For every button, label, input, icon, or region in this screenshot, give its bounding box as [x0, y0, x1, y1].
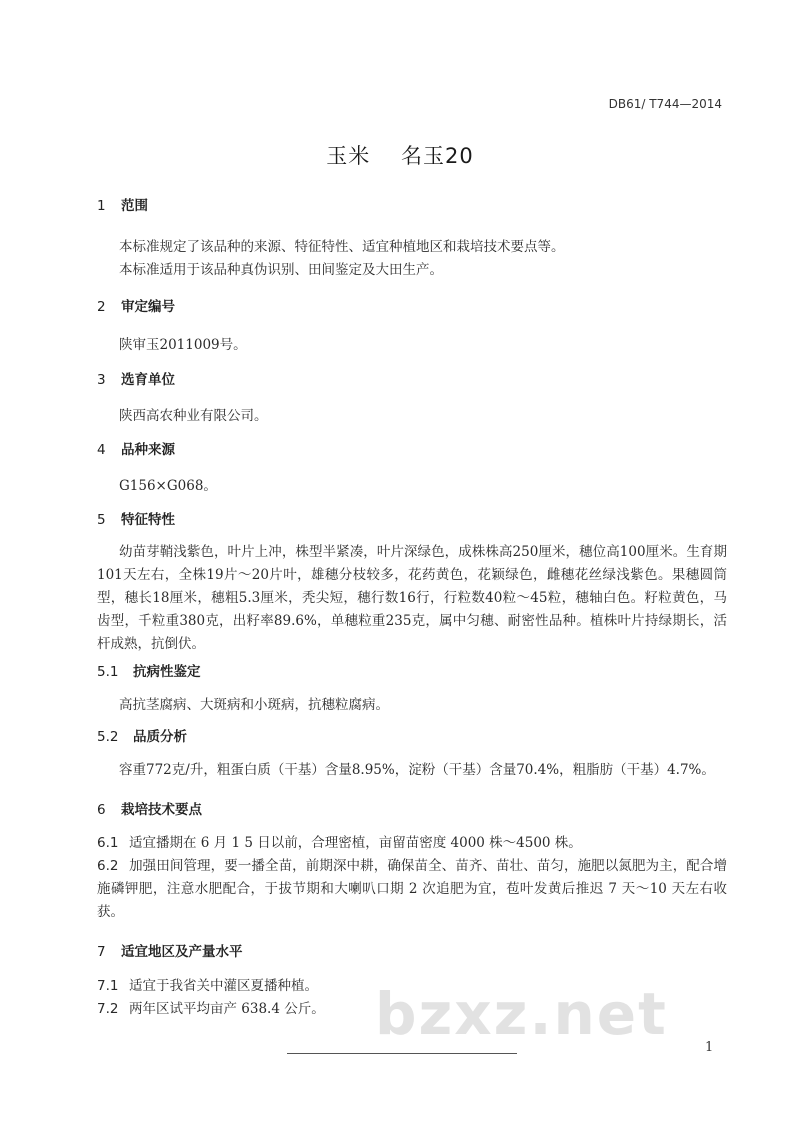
- section-number: 1: [97, 198, 106, 214]
- section-5-2-text: 容重772克/升，粗蛋白质（干基）含量8.95%，淀粉（干基）含量70.4%，粗脂肪（干基）4.7%。: [119, 762, 715, 778]
- section-3-heading: [97, 368, 175, 388]
- document-title: 玉米 名玉20: [326, 144, 474, 168]
- section-5-heading: [97, 508, 175, 528]
- section-number: 5: [97, 512, 106, 528]
- section-2-heading: [97, 295, 175, 315]
- section-number: 7: [97, 944, 106, 960]
- section-1-heading: [97, 194, 148, 214]
- item-text: 加强田间管理，要一播全苗，前期深中耕，确保苗全、苗齐、苗壮、苗匀，施肥以氮肥为主，配合增施磷钾肥，注意水肥配合，于拔节期和大喇叭口期 2 次追肥为宜，苞叶发黄后推迟 7 天～10 天左右收获。: [97, 858, 727, 920]
- section-title: 适宜地区及产量水平: [121, 944, 243, 960]
- section-number: 5.1: [97, 664, 119, 680]
- section-5-paragraph: 幼苗芽鞘浅紫色，叶片上冲，株型半紧凑，叶片深绿色，成株株高250厘米，穗位高100厘米。生育期101天左右，全株19片～20片叶，雄穗分枝较多，花药黄色，花颖绿色，雌穗花丝绿浅紫色。果穗圆筒型，穗长18厘米，穗粗5.3厘米，秃尖短，穗行数16行，行粒数40粒～45粒，穗轴白色。籽粒黄色，马齿型，千粒重380克，出籽率89.6%，单穗粒重235克，属中匀穗、耐密性品种。植株叶片持绿期长，活杆成熟，抗倒伏。: [97, 544, 727, 652]
- section-6-2-item: [97, 855, 727, 924]
- section-number: 6: [97, 802, 106, 818]
- section-1-line-2: 本标准适用于该品种真伪识别、田间鉴定及大田生产。: [119, 262, 443, 278]
- item-number: 7.2: [97, 1001, 119, 1017]
- section-title: 品质分析: [133, 729, 187, 745]
- section-title: 品种来源: [121, 442, 175, 458]
- section-title: 审定编号: [121, 299, 175, 315]
- watermark: bzxz.net: [375, 980, 668, 1048]
- section-number: 2: [97, 299, 106, 315]
- section-title: 特征特性: [121, 512, 175, 528]
- section-number: 5.2: [97, 729, 119, 745]
- item-text: 适宜于我省关中灌区夏播种植。: [129, 978, 318, 994]
- item-number: 7.1: [97, 978, 119, 994]
- section-title: 范围: [121, 198, 148, 214]
- item-number: 6.1: [97, 835, 119, 851]
- section-1-line-1: 本标准规定了该品种的来源、特征特性、适宜种植地区和栽培技术要点等。: [119, 239, 565, 255]
- section-title: 抗病性鉴定: [133, 664, 201, 680]
- footer-rule: [287, 1053, 517, 1054]
- section-5-1-heading: [97, 660, 201, 680]
- page-number: 1: [705, 1040, 714, 1055]
- section-6-heading: [97, 798, 202, 818]
- section-number: 3: [97, 372, 106, 388]
- section-7-heading: [97, 940, 243, 960]
- section-title: 栽培技术要点: [121, 802, 202, 818]
- item-text: 适宜播期在 6 月 1 5 日以前，合理密植，亩留苗密度 4000 株～4500 株。: [129, 835, 582, 851]
- item-text: 两年区试平均亩产 638.4 公斤。: [129, 1001, 325, 1017]
- section-2-text: 陕审玉2011009号。: [119, 337, 247, 353]
- section-4-heading: [97, 438, 175, 458]
- section-5-2-heading: [97, 725, 187, 745]
- standard-code: DB61/ T744—2014: [608, 97, 722, 111]
- section-number: 4: [97, 442, 106, 458]
- section-3-text: 陕西高农种业有限公司。: [119, 408, 268, 424]
- section-4-text: G156×G068。: [119, 478, 217, 494]
- item-number: 6.2: [97, 858, 119, 874]
- section-title: 选育单位: [121, 372, 175, 388]
- section-5-1-text: 高抗茎腐病、大斑病和小斑病，抗穗粒腐病。: [119, 697, 389, 713]
- section-6-1-item: [97, 832, 727, 855]
